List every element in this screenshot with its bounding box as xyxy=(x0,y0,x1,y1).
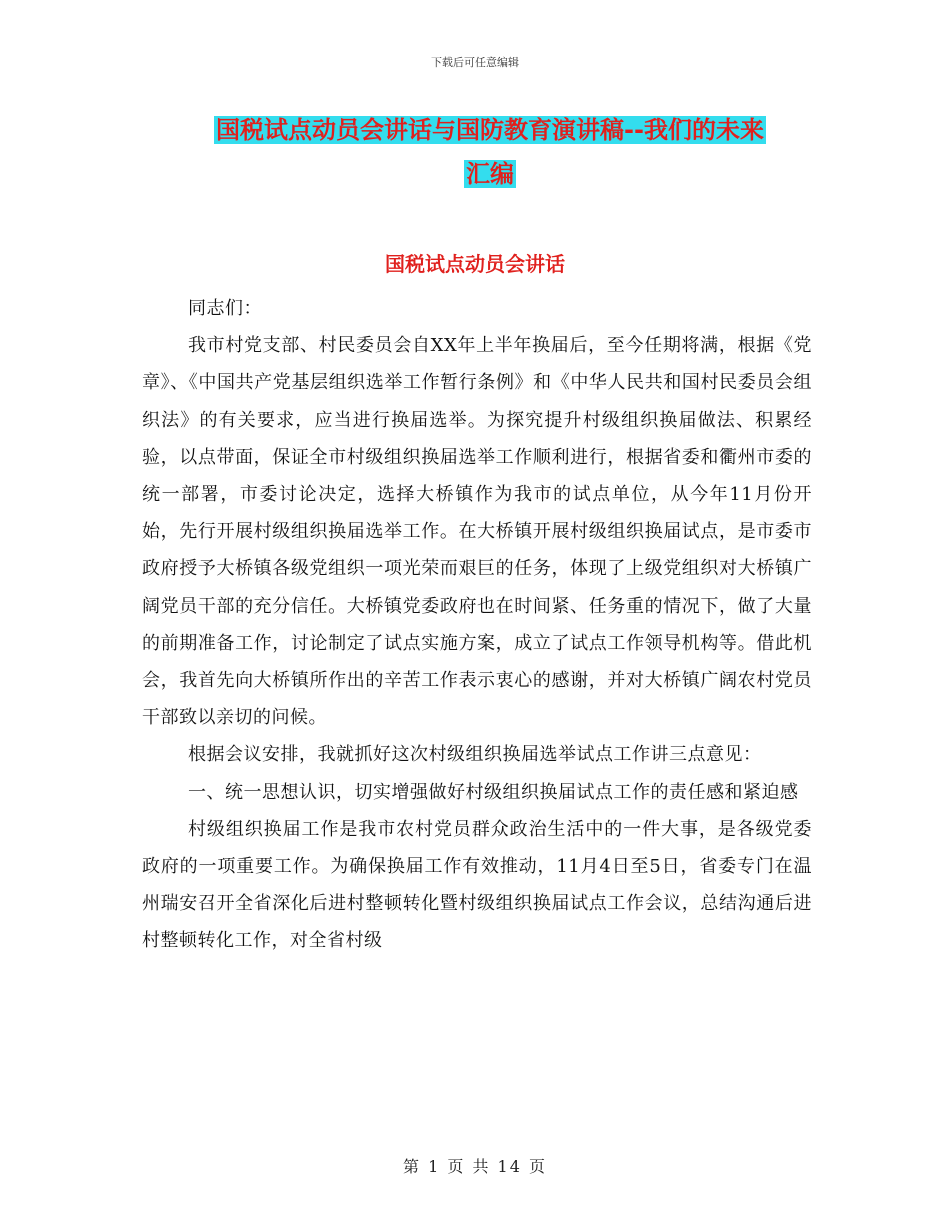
paragraph: 根据会议安排，我就抓好这次村级组织换届选举试点工作讲三点意见： xyxy=(188,744,762,766)
header-note: 下载后可任意编辑 xyxy=(431,56,519,69)
paragraph-salutation: 同志们： xyxy=(188,298,262,319)
paragraph: 村级组织换届工作是我市农村党员群众政治生活中的一件大事，是各级党委政府的一项重要工作。为确保换届工作有效推动，11月4日至5日，省委专门在温州瑞安召开全省深化后进村整顿转化暨村级组织换届试点工作会议，总结沟通后进村整顿转化工作，对全省村级 xyxy=(142,818,812,952)
document-title xyxy=(140,108,840,196)
paragraph-heading: 一、统一思想认识，切实增强做好村级组织换届试点工作的责任感和紧迫感 xyxy=(188,781,799,803)
page-footer: 第 1 页 共 14 页 xyxy=(403,1157,547,1176)
document-title-line1: 国税试点动员会讲话与国防教育演讲稿--我们的未来 xyxy=(216,116,764,144)
section-title: 国税试点动员会讲话 xyxy=(385,252,565,276)
document-body xyxy=(142,290,812,960)
paragraph: 我市村党支部、村民委员会自XX年上半年换届后，至今任期将满，根据《党章》、《中国共产党基层组织选举工作暂行条例》和《中华人民共和国村民委员会组织法》的有关要求，应当进行换届选举。为探究提升村级组织换届做法、积累经验，以点带面，保证全市村级组织换届选举工作顺利进行，根据省委和衢州市委的统一部署，市委讨论决定，选择大桥镇作为我市的试点单位，从今年11月份开始，先行开展村级组织换届选举工作。在大桥镇开展村级组织换届试点，是市委市政府授予大桥镇各级党组织一项光荣而艰巨的任务，体现了上级党组织对大桥镇广阔党员干部的充分信任。大桥镇党委政府也在时间紧、任务重的情况下，做了大量的前期准备工作，讨论制定了试点实施方案，成立了试点工作领导机构等。借此机会，我首先向大桥镇所作出的辛苦工作表示衷心的感谢，并对大桥镇广阔农村党员干部致以亲切的问候。 xyxy=(142,335,812,729)
document-title-line2: 汇编 xyxy=(466,160,514,188)
